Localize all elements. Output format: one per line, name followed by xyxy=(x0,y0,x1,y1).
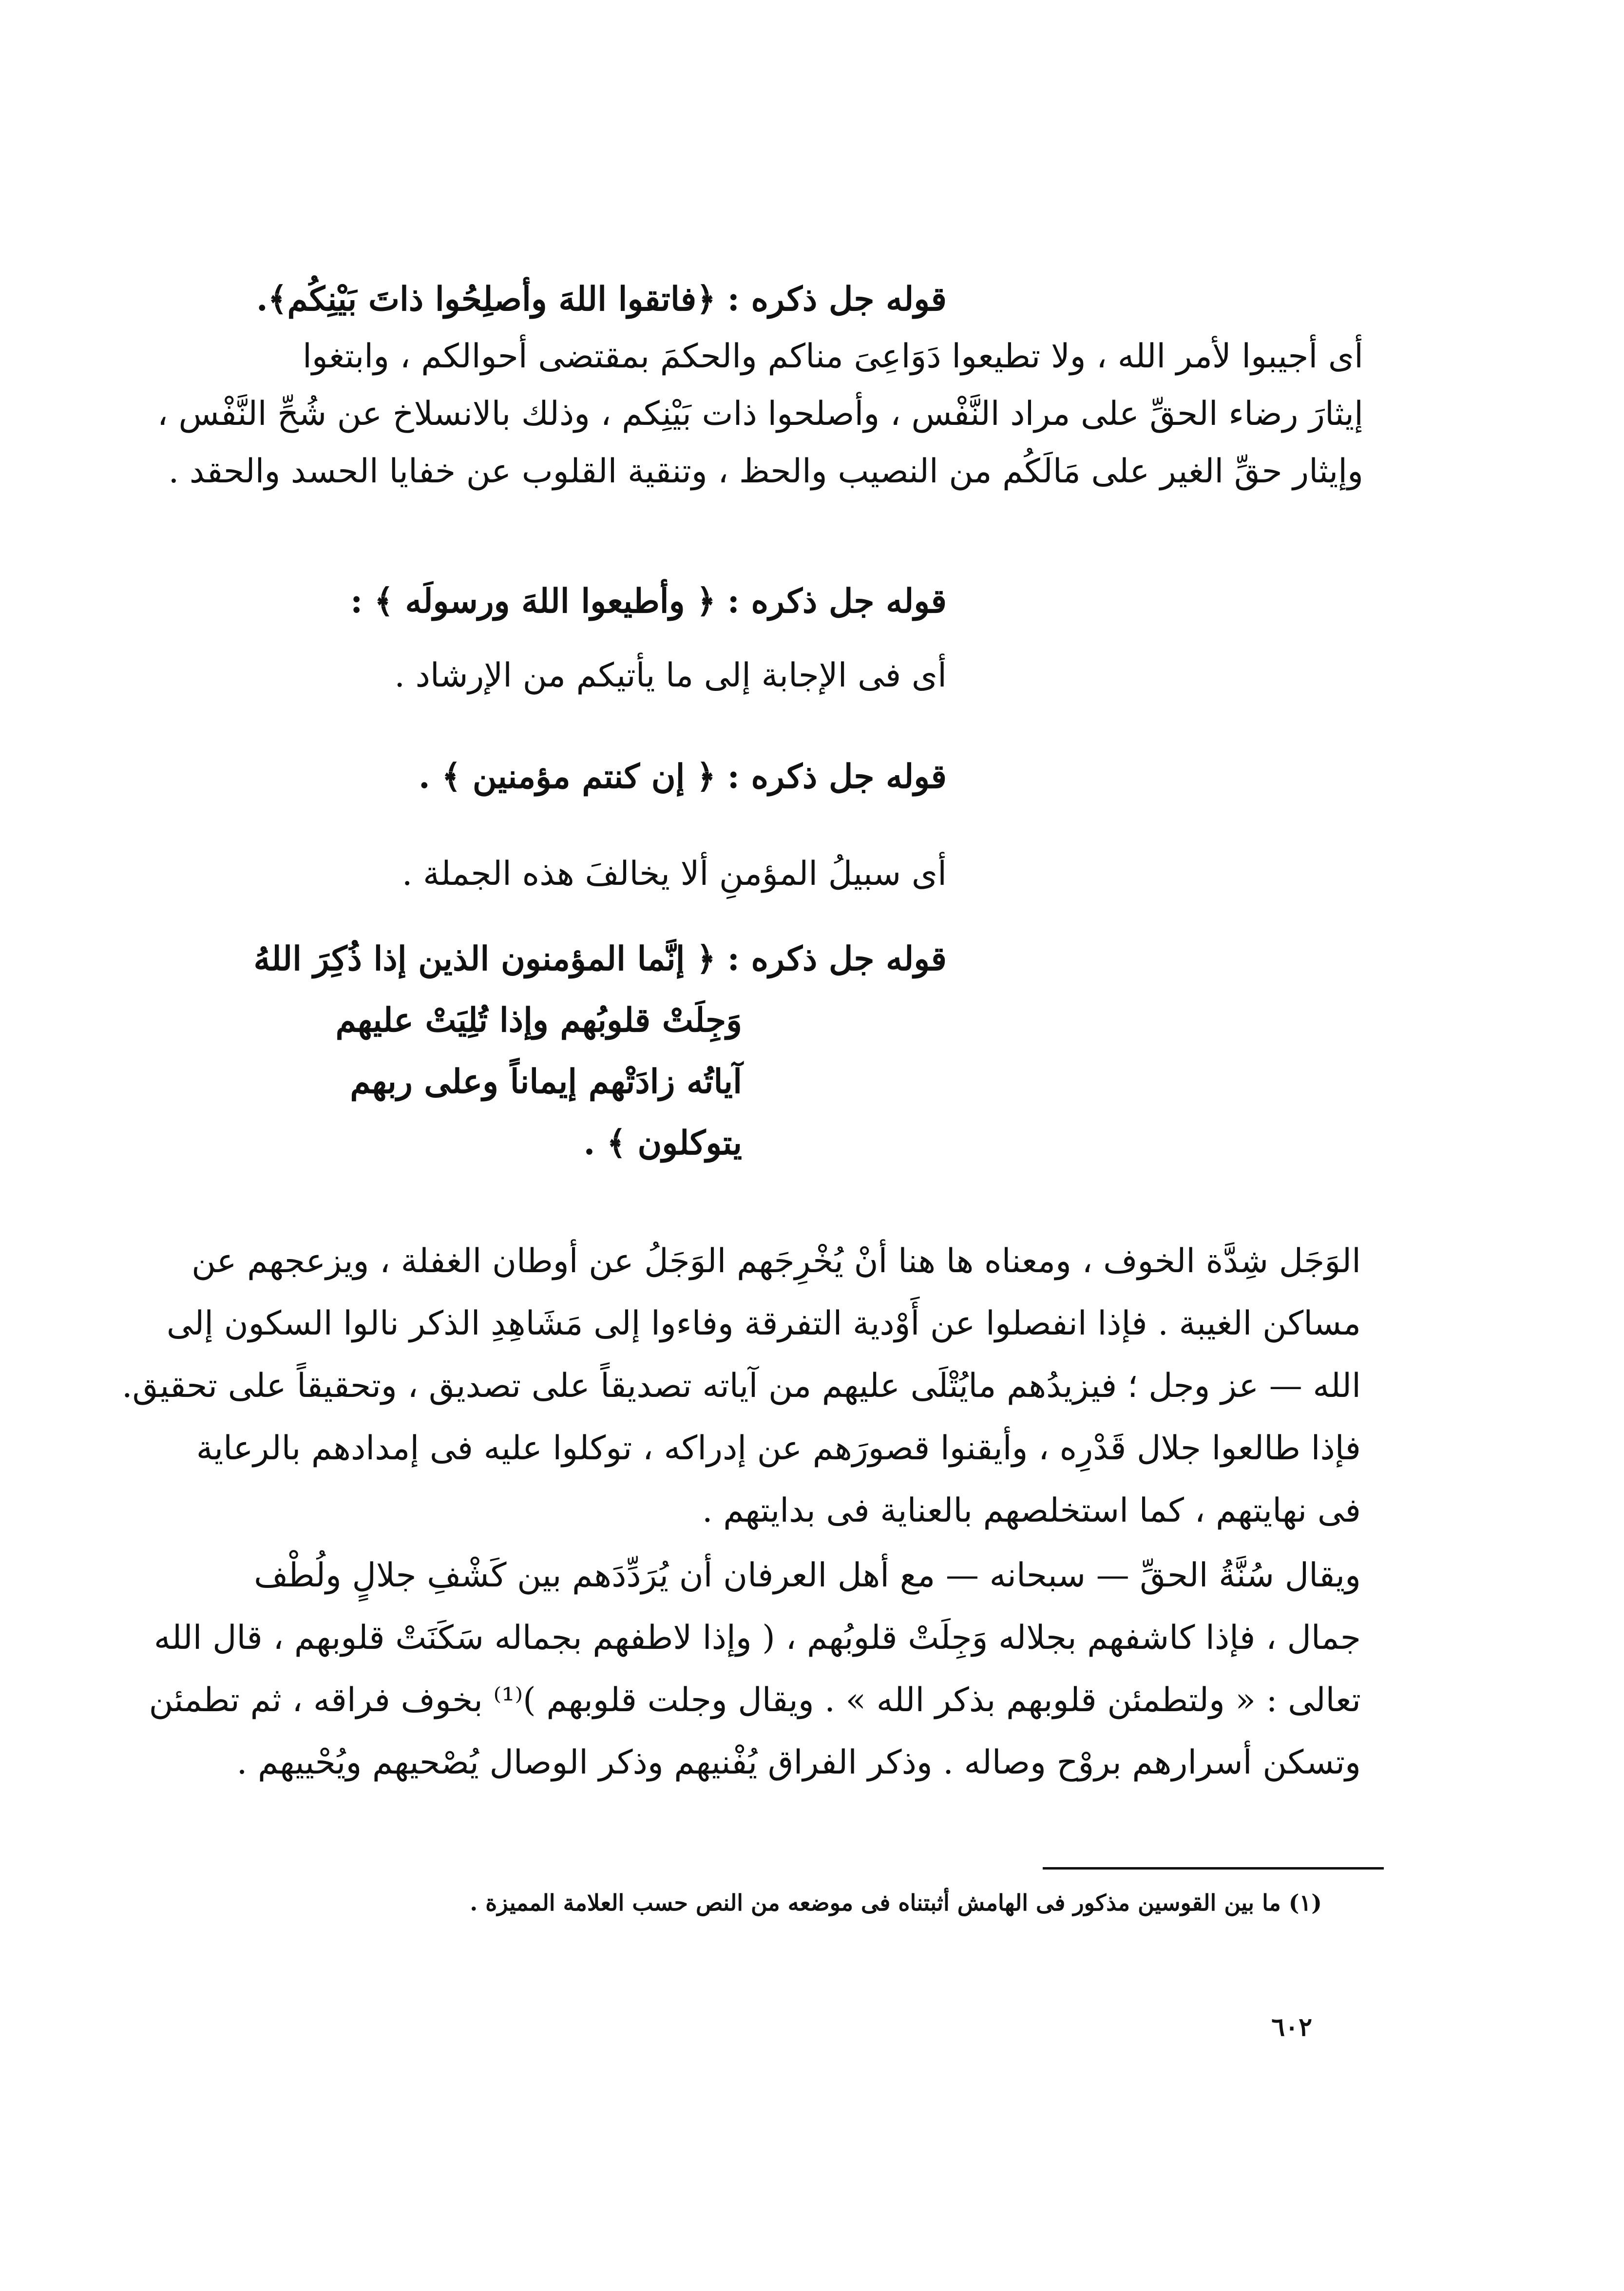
section-1-line-1: أى أجيبوا لأمر الله ، ولا تطيعوا دَوَاعِىَ مناكم والحكمَ بمقتضى أحوالكم ، وابتغوا xyxy=(303,337,1363,376)
section-3-body xyxy=(402,845,947,903)
paragraph-2-line-1: ويقال سُنَّةُ الحقِّ — سبحانه — مع أهل العرفان أن يُرَدِّدَهم بين كَشْفِ جلالٍ ولُطْف xyxy=(254,1556,1361,1595)
section-3-line-1: أى سبيلُ المؤمنِ ألا يخالفَ هذه الجملة . xyxy=(401,855,947,893)
section-1-body xyxy=(157,328,1363,500)
paragraph-1-line-3: الله — عز وجل ؛ فيزيدُهم مايُتْلَى عليهم من آياته تصديقاً على تصديق ، وتحقيقاً على تحقيق. xyxy=(122,1367,1361,1405)
paragraph-1 xyxy=(122,1230,1361,1542)
section-2-heading: قوله جل ذكره : ﴿ وأطيعوا اللهَ ورسولَه ﴾ : xyxy=(350,582,947,621)
paragraph-2 xyxy=(149,1545,1361,1794)
paragraph-1-line-2: مساكن الغيبة . فإذا انفصلوا عن أَوْدية التفرقة وفاءوا إلى مَشَاهِدِ الذكر نالوا السكون إلى xyxy=(166,1304,1361,1343)
paragraph-1-line-4: فإذا طالعوا جلال قَدْرِه ، وأيقنوا قصورَهم عن إدراكه ، توكلوا عليه فى إمدادهم بالرعاية xyxy=(196,1429,1361,1468)
verse-line-4: يتوكلون ﴾ . xyxy=(583,1124,742,1163)
verse-line-3: آياتُه زادَتْهم إيماناً وعلى ربهم xyxy=(350,1062,742,1101)
section-1-heading: قوله جل ذكره : ﴿فاتقوا اللهَ وأصلِحُوا ذاتَ بَيْنِكُم﴾. xyxy=(256,280,947,319)
paragraph-1-line-5: فى نهايتهم ، كما استخلصهم بالعناية فى بدايتهم . xyxy=(702,1491,1361,1530)
section-2-body xyxy=(394,647,947,705)
section-1-line-2: إيثارَ رضاء الحقِّ على مراد النَّفْس ، وأصلحوا ذات بَيْنِكم ، وذلك بالانسلاخ عن شُحِّ النَّفْس ، xyxy=(157,395,1363,433)
section-2-line-1: أى فى الإجابة إلى ما يأتيكم من الإرشاد . xyxy=(394,656,947,695)
section-3-heading: قوله جل ذكره : ﴿ إن كنتم مؤمنين ﴾ . xyxy=(419,757,947,796)
footnote-separator xyxy=(1043,1867,1384,1870)
section-1-line-3: وإيثار حقِّ الغير على مَالَكُم من النصيب والحظ ، وتنقية القلوب عن خفايا الحسد والحقد . xyxy=(168,452,1363,491)
paragraph-2-line-2: جمال ، فإذا كاشفهم بجلاله وَجِلَتْ قلوبُهم ، ( وإذا لاطفهم بجماله سَكَنَتْ قلوبهم ، قال الله xyxy=(153,1619,1361,1657)
paragraph-1-line-1: الوَجَل شِدَّة الخوف ، ومعناه ها هنا أنْ يُخْرِجَهم الوَجَلُ عن أوطان الغفلة ، ويزعجهم عن xyxy=(191,1242,1361,1280)
verse-block xyxy=(253,928,947,1174)
paragraph-2-line-3: تعالى : « ولتطمئن قلوبهم بذكر الله » . ويقال وجلت قلوبهم )⁽¹⁾ بخوف فراقه ، ثم تطمئن xyxy=(149,1681,1361,1719)
verse-line-2: وَجِلَتْ قلوبُهم وإذا تُلِيَتْ عليهم xyxy=(335,1001,742,1040)
page-number: ٦٠٢ xyxy=(1271,2012,1312,2042)
paragraph-2-line-4: وتسكن أسرارهم بروْح وصاله . وذكر الفراق يُفْنيهم وذكر الوصال يُصْحيهم ويُحْييهم . xyxy=(236,1743,1361,1782)
verse-line-1: قوله جل ذكره : ﴿ إنَّما المؤمنون الذين إذا ذُكِرَ اللهُ xyxy=(253,939,947,978)
footnote: (١) ما بين القوسين مذكور فى الهامش أثبتناه فى موضعه من النص حسب العلامة المميزة . xyxy=(470,1890,1322,1916)
